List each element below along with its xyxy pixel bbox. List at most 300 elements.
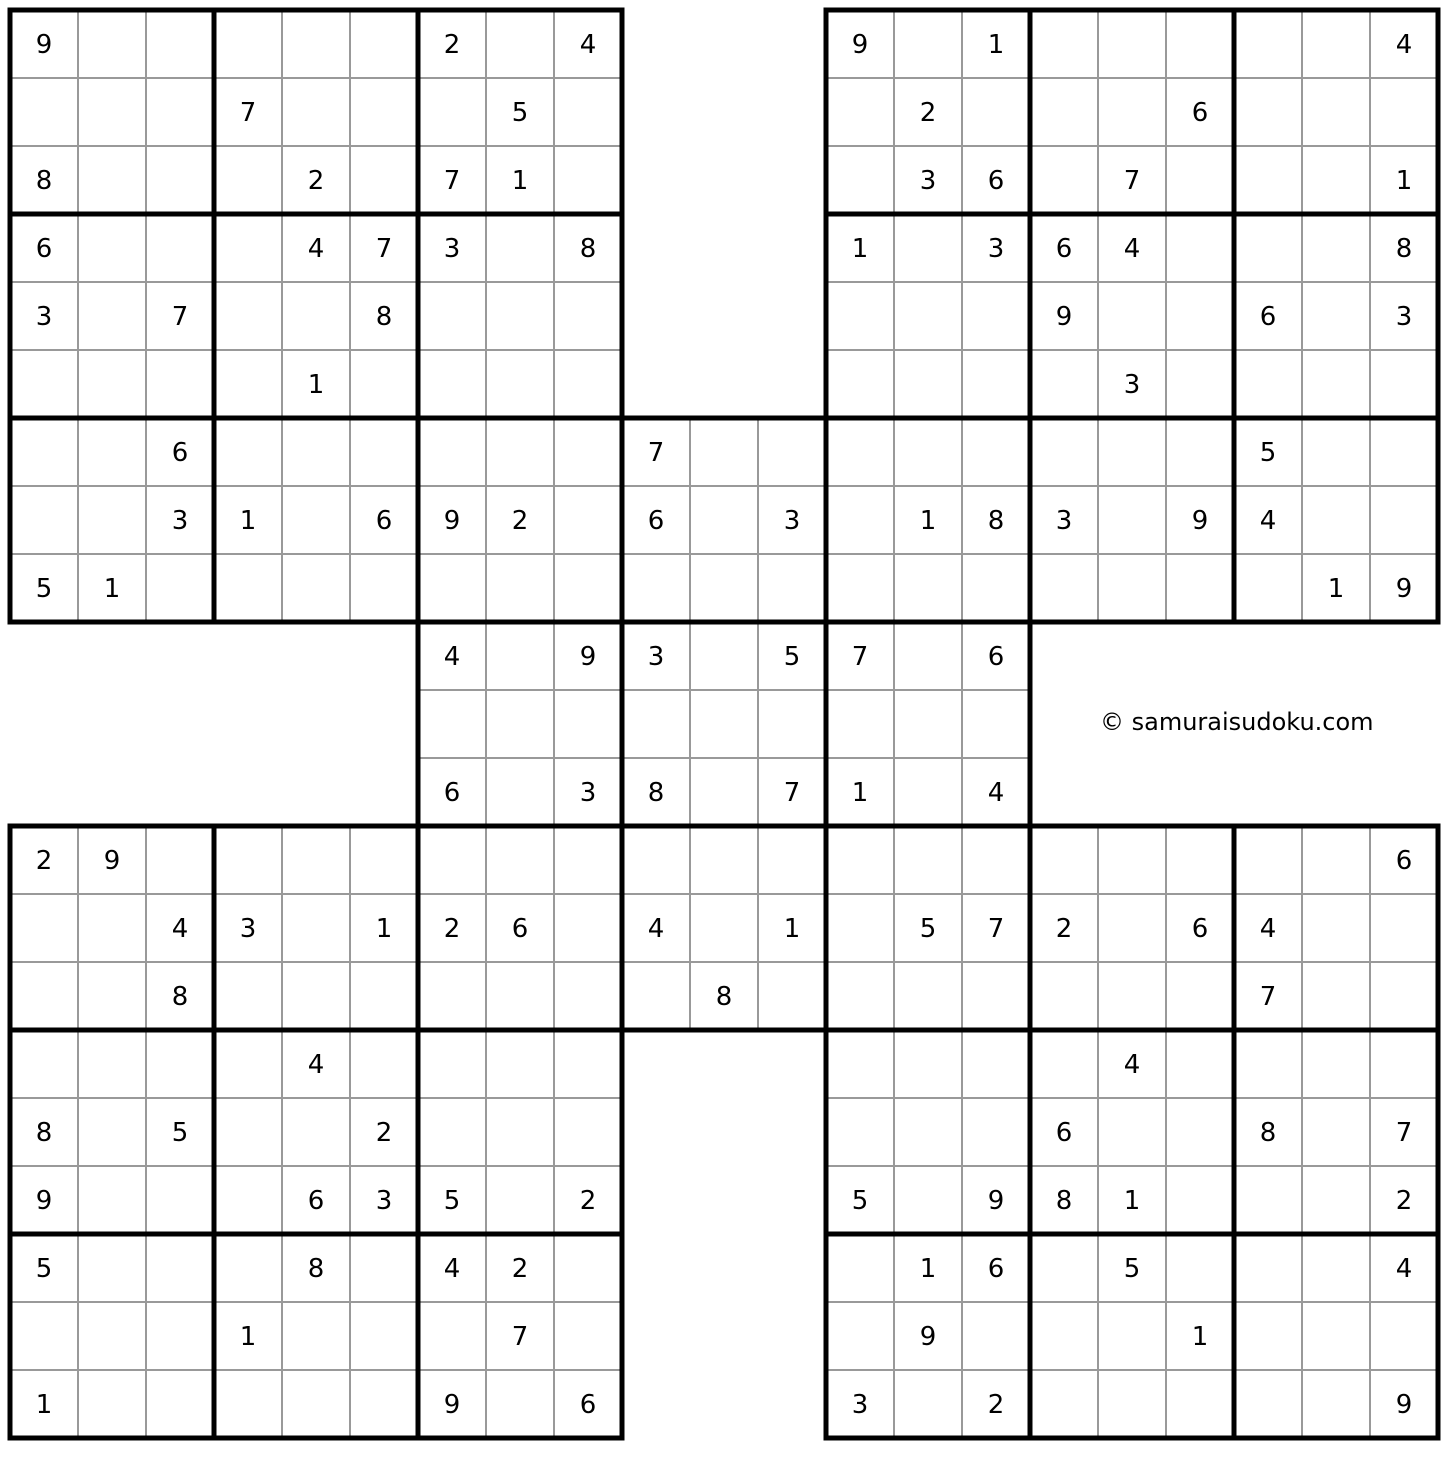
sudoku-cell[interactable] <box>690 486 758 554</box>
cell-digit: 6 <box>987 166 1005 196</box>
cell-digit: 7 <box>443 166 461 196</box>
cell-digit: 4 <box>1395 1254 1413 1284</box>
sudoku-cell[interactable] <box>1370 486 1438 554</box>
sudoku-cell[interactable] <box>1098 10 1166 78</box>
sudoku-cell[interactable] <box>350 826 418 894</box>
cell-digit: 1 <box>375 914 393 944</box>
sudoku-cell[interactable] <box>418 282 486 350</box>
sudoku-cell[interactable] <box>1302 1302 1370 1370</box>
sudoku-cell[interactable] <box>554 826 622 894</box>
sudoku-cell[interactable] <box>1234 1370 1302 1438</box>
sudoku-cell[interactable] <box>486 350 554 418</box>
sudoku-cell[interactable] <box>1030 1030 1098 1098</box>
sudoku-cell[interactable] <box>282 962 350 1030</box>
sudoku-cell[interactable] <box>1302 1030 1370 1098</box>
sudoku-cell[interactable] <box>1030 1302 1098 1370</box>
cell-digit: 5 <box>511 98 529 128</box>
sudoku-cell[interactable] <box>826 962 894 1030</box>
sudoku-cell[interactable] <box>418 554 486 622</box>
cell-digit: 6 <box>443 778 461 808</box>
sudoku-cell[interactable] <box>1030 418 1098 486</box>
sudoku-cell[interactable] <box>1234 1234 1302 1302</box>
sudoku-cell[interactable] <box>1370 894 1438 962</box>
sudoku-cell[interactable] <box>962 282 1030 350</box>
sudoku-cell[interactable] <box>962 350 1030 418</box>
sudoku-cell[interactable] <box>1166 554 1234 622</box>
sudoku-cell[interactable] <box>1302 894 1370 962</box>
sudoku-cell[interactable] <box>1370 418 1438 486</box>
sudoku-cell[interactable] <box>78 1030 146 1098</box>
sudoku-cell[interactable] <box>486 826 554 894</box>
sudoku-cell[interactable] <box>146 10 214 78</box>
sudoku-cell[interactable] <box>1030 78 1098 146</box>
sudoku-cell[interactable] <box>282 1098 350 1166</box>
sudoku-cell[interactable] <box>554 962 622 1030</box>
sudoku-cell[interactable] <box>350 1234 418 1302</box>
sudoku-cell[interactable] <box>282 10 350 78</box>
sudoku-cell[interactable] <box>962 1098 1030 1166</box>
cell-digit: 2 <box>511 506 529 536</box>
sudoku-cell[interactable] <box>486 1166 554 1234</box>
sudoku-cell[interactable] <box>1166 826 1234 894</box>
cell-digit: 8 <box>579 234 597 264</box>
sudoku-cell[interactable] <box>1370 350 1438 418</box>
sudoku-cell[interactable] <box>826 826 894 894</box>
sudoku-cell[interactable] <box>78 962 146 1030</box>
sudoku-cell[interactable] <box>1098 894 1166 962</box>
cell-digit: 1 <box>239 1322 257 1352</box>
sudoku-cell[interactable] <box>350 962 418 1030</box>
sudoku-cell[interactable] <box>554 486 622 554</box>
sudoku-cell[interactable] <box>486 1370 554 1438</box>
cell-digit: 3 <box>239 914 257 944</box>
sudoku-cell[interactable] <box>146 214 214 282</box>
cell-digit: 4 <box>987 778 1005 808</box>
sudoku-cell[interactable] <box>282 78 350 146</box>
sudoku-cell[interactable] <box>894 962 962 1030</box>
sudoku-cell[interactable] <box>78 894 146 962</box>
sudoku-cell[interactable] <box>826 78 894 146</box>
sudoku-cell[interactable] <box>1098 962 1166 1030</box>
cell-digit: 1 <box>987 30 1005 60</box>
sudoku-cell[interactable] <box>282 826 350 894</box>
cell-digit: 9 <box>1191 506 1209 536</box>
sudoku-cell[interactable] <box>78 214 146 282</box>
sudoku-cell[interactable] <box>1234 78 1302 146</box>
sudoku-cell[interactable] <box>962 1302 1030 1370</box>
sudoku-cell[interactable] <box>486 758 554 826</box>
sudoku-cell[interactable] <box>78 350 146 418</box>
sudoku-cell[interactable] <box>78 1302 146 1370</box>
sudoku-cell[interactable] <box>78 78 146 146</box>
sudoku-cell[interactable] <box>350 1370 418 1438</box>
sudoku-cell[interactable] <box>962 78 1030 146</box>
sudoku-cell[interactable] <box>350 1302 418 1370</box>
sudoku-cell[interactable] <box>554 1030 622 1098</box>
sudoku-cell[interactable] <box>10 1030 78 1098</box>
sudoku-cell[interactable] <box>1166 1098 1234 1166</box>
sudoku-cell[interactable] <box>418 690 486 758</box>
sudoku-cell[interactable] <box>214 826 282 894</box>
sudoku-cell[interactable] <box>1030 1370 1098 1438</box>
sudoku-cell[interactable] <box>146 1370 214 1438</box>
cell-digit: 9 <box>103 846 121 876</box>
sudoku-cell[interactable] <box>690 894 758 962</box>
sudoku-cell[interactable] <box>418 418 486 486</box>
sudoku-cell[interactable] <box>554 282 622 350</box>
sudoku-cell[interactable] <box>78 1370 146 1438</box>
sudoku-cell[interactable] <box>554 146 622 214</box>
sudoku-cell[interactable] <box>418 962 486 1030</box>
sudoku-cell[interactable] <box>214 1098 282 1166</box>
sudoku-cell[interactable] <box>78 1234 146 1302</box>
sudoku-cell[interactable] <box>78 1166 146 1234</box>
cell-digit: 7 <box>647 438 665 468</box>
sudoku-cell[interactable] <box>826 1234 894 1302</box>
cell-digit: 6 <box>375 506 393 536</box>
sudoku-cell[interactable] <box>622 826 690 894</box>
sudoku-cell[interactable] <box>826 486 894 554</box>
sudoku-cell[interactable] <box>962 962 1030 1030</box>
sudoku-cell[interactable] <box>826 894 894 962</box>
sudoku-cell[interactable] <box>554 554 622 622</box>
sudoku-cell[interactable] <box>146 350 214 418</box>
cell-digit: 4 <box>647 914 665 944</box>
cell-digit: 2 <box>1395 1186 1413 1216</box>
sudoku-cell[interactable] <box>10 894 78 962</box>
sudoku-cell[interactable] <box>350 78 418 146</box>
sudoku-cell[interactable] <box>214 350 282 418</box>
sudoku-cell[interactable] <box>486 554 554 622</box>
sudoku-cell[interactable] <box>214 554 282 622</box>
sudoku-cell[interactable] <box>758 418 826 486</box>
sudoku-cell[interactable] <box>1370 1030 1438 1098</box>
cell-digit: 7 <box>1395 1118 1413 1148</box>
cell-digit: 2 <box>443 30 461 60</box>
sudoku-cell[interactable] <box>214 282 282 350</box>
cell-digit: 9 <box>987 1186 1005 1216</box>
sudoku-cell[interactable] <box>418 1302 486 1370</box>
cell-digit: 6 <box>1191 98 1209 128</box>
sudoku-cell[interactable] <box>214 1166 282 1234</box>
sudoku-cell[interactable] <box>758 690 826 758</box>
cell-digit: 4 <box>1123 1050 1141 1080</box>
sudoku-cell[interactable] <box>486 1098 554 1166</box>
sudoku-cell[interactable] <box>894 214 962 282</box>
cell-digit: 6 <box>171 438 189 468</box>
sudoku-cell[interactable] <box>1166 10 1234 78</box>
sudoku-cell[interactable] <box>486 690 554 758</box>
sudoku-cell[interactable] <box>282 1370 350 1438</box>
sudoku-cell[interactable] <box>690 554 758 622</box>
sudoku-cell[interactable] <box>282 486 350 554</box>
sudoku-cell[interactable] <box>554 894 622 962</box>
sudoku-cell[interactable] <box>418 1098 486 1166</box>
sudoku-cell[interactable] <box>1098 554 1166 622</box>
sudoku-cell[interactable] <box>1030 826 1098 894</box>
copyright-text: © samuraisudoku.com <box>1100 708 1374 736</box>
sudoku-cell[interactable] <box>282 418 350 486</box>
cell-digit: 3 <box>919 166 937 196</box>
sudoku-cell[interactable] <box>1302 282 1370 350</box>
sudoku-cell[interactable] <box>962 554 1030 622</box>
sudoku-cell[interactable] <box>1166 214 1234 282</box>
sudoku-cell[interactable] <box>894 554 962 622</box>
sudoku-cell[interactable] <box>962 690 1030 758</box>
sudoku-cell[interactable] <box>1098 418 1166 486</box>
sudoku-cell[interactable] <box>78 282 146 350</box>
sudoku-cell[interactable] <box>1098 826 1166 894</box>
sudoku-cell[interactable] <box>350 418 418 486</box>
sudoku-cell[interactable] <box>826 146 894 214</box>
sudoku-cell[interactable] <box>486 10 554 78</box>
cell-digit: 4 <box>171 914 189 944</box>
cell-digit: 3 <box>987 234 1005 264</box>
sudoku-cell[interactable] <box>1234 10 1302 78</box>
sudoku-cell[interactable] <box>1302 1098 1370 1166</box>
sudoku-cell[interactable] <box>826 1302 894 1370</box>
sudoku-cell[interactable] <box>78 146 146 214</box>
cell-digit: 2 <box>987 1390 1005 1420</box>
cell-digit: 9 <box>35 30 53 60</box>
sudoku-cell[interactable] <box>282 1302 350 1370</box>
sudoku-cell[interactable] <box>1098 1098 1166 1166</box>
sudoku-cell[interactable] <box>214 146 282 214</box>
sudoku-cell[interactable] <box>894 1166 962 1234</box>
sudoku-cell[interactable] <box>554 1302 622 1370</box>
sudoku-cell[interactable] <box>350 10 418 78</box>
sudoku-cell[interactable] <box>1234 146 1302 214</box>
sudoku-cell[interactable] <box>214 1030 282 1098</box>
sudoku-cell[interactable] <box>758 554 826 622</box>
sudoku-cell[interactable] <box>1302 10 1370 78</box>
sudoku-cell[interactable] <box>1030 350 1098 418</box>
cell-digit: 7 <box>783 778 801 808</box>
sudoku-cell[interactable] <box>1030 962 1098 1030</box>
cell-digit: 8 <box>1259 1118 1277 1148</box>
sudoku-cell[interactable] <box>894 350 962 418</box>
sudoku-cell[interactable] <box>78 10 146 78</box>
sudoku-cell[interactable] <box>1166 1166 1234 1234</box>
cell-digit: 4 <box>443 642 461 672</box>
sudoku-cell[interactable] <box>962 1030 1030 1098</box>
sudoku-cell[interactable] <box>1234 214 1302 282</box>
sudoku-cell[interactable] <box>1098 282 1166 350</box>
sudoku-cell[interactable] <box>622 554 690 622</box>
sudoku-cell[interactable] <box>1302 350 1370 418</box>
sudoku-cell[interactable] <box>146 554 214 622</box>
sudoku-cell[interactable] <box>1166 146 1234 214</box>
sudoku-cell[interactable] <box>486 962 554 1030</box>
sudoku-cell[interactable] <box>214 214 282 282</box>
sudoku-cell[interactable] <box>554 690 622 758</box>
sudoku-cell[interactable] <box>554 1098 622 1166</box>
sudoku-cell[interactable] <box>350 554 418 622</box>
sudoku-cell[interactable] <box>214 962 282 1030</box>
sudoku-cell[interactable] <box>1030 10 1098 78</box>
sudoku-cell[interactable] <box>214 10 282 78</box>
sudoku-cell[interactable] <box>282 894 350 962</box>
sudoku-cell[interactable] <box>214 1370 282 1438</box>
cell-digit: 5 <box>783 642 801 672</box>
sudoku-cell[interactable] <box>1234 1302 1302 1370</box>
sudoku-cell[interactable] <box>486 214 554 282</box>
sudoku-cell[interactable] <box>1234 350 1302 418</box>
sudoku-cell[interactable] <box>962 826 1030 894</box>
sudoku-cell[interactable] <box>1234 1030 1302 1098</box>
sudoku-cell[interactable] <box>554 418 622 486</box>
sudoku-cell[interactable] <box>10 1302 78 1370</box>
sudoku-cell[interactable] <box>1370 1302 1438 1370</box>
sudoku-cell[interactable] <box>1166 1370 1234 1438</box>
sudoku-cell[interactable] <box>350 146 418 214</box>
sudoku-cell[interactable] <box>10 486 78 554</box>
cell-digit: 5 <box>171 1118 189 1148</box>
sudoku-cell[interactable] <box>758 826 826 894</box>
sudoku-cell[interactable] <box>10 78 78 146</box>
sudoku-cell[interactable] <box>690 622 758 690</box>
sudoku-cell[interactable] <box>1098 486 1166 554</box>
sudoku-cell[interactable] <box>282 282 350 350</box>
cell-digit: 8 <box>307 1254 325 1284</box>
sudoku-cell[interactable] <box>1234 826 1302 894</box>
cell-digit: 2 <box>443 914 461 944</box>
sudoku-cell[interactable] <box>894 826 962 894</box>
sudoku-cell[interactable] <box>962 418 1030 486</box>
sudoku-cell[interactable] <box>894 758 962 826</box>
sudoku-cell[interactable] <box>1166 1030 1234 1098</box>
sudoku-cell[interactable] <box>146 1234 214 1302</box>
sudoku-cell[interactable] <box>1166 1234 1234 1302</box>
sudoku-cell[interactable] <box>10 962 78 1030</box>
sudoku-cell[interactable] <box>826 282 894 350</box>
sudoku-cell[interactable] <box>894 282 962 350</box>
cell-digit: 1 <box>1327 574 1345 604</box>
sudoku-cell[interactable] <box>826 690 894 758</box>
sudoku-cell[interactable] <box>1030 1234 1098 1302</box>
sudoku-cell[interactable] <box>1234 1166 1302 1234</box>
cell-digit: 3 <box>783 506 801 536</box>
sudoku-cell[interactable] <box>1302 1166 1370 1234</box>
sudoku-cell[interactable] <box>1234 554 1302 622</box>
sudoku-cell[interactable] <box>1302 826 1370 894</box>
cell-digit: 7 <box>987 914 1005 944</box>
sudoku-cell[interactable] <box>1098 78 1166 146</box>
sudoku-cell[interactable] <box>1302 1370 1370 1438</box>
sudoku-cell[interactable] <box>1166 418 1234 486</box>
sudoku-cell[interactable] <box>894 690 962 758</box>
sudoku-cell[interactable] <box>554 350 622 418</box>
sudoku-cell[interactable] <box>1302 1234 1370 1302</box>
cell-digit: 3 <box>443 234 461 264</box>
sudoku-cell[interactable] <box>214 1234 282 1302</box>
sudoku-cell[interactable] <box>1030 146 1098 214</box>
cell-digit: 7 <box>851 642 869 672</box>
cell-digit: 6 <box>647 506 665 536</box>
sudoku-cell[interactable] <box>10 350 78 418</box>
sudoku-cell[interactable] <box>486 418 554 486</box>
sudoku-cell[interactable] <box>146 1166 214 1234</box>
sudoku-cell[interactable] <box>282 554 350 622</box>
sudoku-cell[interactable] <box>418 78 486 146</box>
sudoku-cell[interactable] <box>826 1030 894 1098</box>
sudoku-cell[interactable] <box>826 554 894 622</box>
cell-digit: 7 <box>239 98 257 128</box>
sudoku-cell[interactable] <box>1166 962 1234 1030</box>
sudoku-cell[interactable] <box>1302 214 1370 282</box>
sudoku-cell[interactable] <box>1166 282 1234 350</box>
cell-digit: 3 <box>1055 506 1073 536</box>
cell-digit: 9 <box>919 1322 937 1352</box>
sudoku-cell[interactable] <box>1370 962 1438 1030</box>
sudoku-cell[interactable] <box>1302 78 1370 146</box>
sudoku-cell[interactable] <box>214 418 282 486</box>
sudoku-cell[interactable] <box>418 350 486 418</box>
cell-digit: 2 <box>579 1186 597 1216</box>
sudoku-cell[interactable] <box>486 622 554 690</box>
sudoku-cell[interactable] <box>894 10 962 78</box>
sudoku-cell[interactable] <box>78 486 146 554</box>
sudoku-cell[interactable] <box>622 962 690 1030</box>
sudoku-cell[interactable] <box>894 1370 962 1438</box>
sudoku-cell[interactable] <box>554 1234 622 1302</box>
sudoku-cell[interactable] <box>1098 1370 1166 1438</box>
sudoku-cell[interactable] <box>418 826 486 894</box>
sudoku-cell[interactable] <box>486 1030 554 1098</box>
cell-digit: 5 <box>35 574 53 604</box>
sudoku-cell[interactable] <box>894 1030 962 1098</box>
cell-digit: 6 <box>1055 1118 1073 1148</box>
sudoku-cell[interactable] <box>486 282 554 350</box>
sudoku-cell[interactable] <box>1370 78 1438 146</box>
sudoku-cell[interactable] <box>78 1098 146 1166</box>
sudoku-cell[interactable] <box>894 418 962 486</box>
sudoku-cell[interactable] <box>894 622 962 690</box>
sudoku-cell[interactable] <box>146 146 214 214</box>
sudoku-cell[interactable] <box>350 350 418 418</box>
sudoku-cell[interactable] <box>894 1098 962 1166</box>
sudoku-cell[interactable] <box>418 1030 486 1098</box>
sudoku-cell[interactable] <box>1030 554 1098 622</box>
sudoku-cell[interactable] <box>622 690 690 758</box>
sudoku-cell[interactable] <box>78 418 146 486</box>
sudoku-cell[interactable] <box>826 350 894 418</box>
sudoku-cell[interactable] <box>690 690 758 758</box>
sudoku-cell[interactable] <box>1166 350 1234 418</box>
sudoku-cell[interactable] <box>690 826 758 894</box>
sudoku-cell[interactable] <box>758 962 826 1030</box>
sudoku-cell[interactable] <box>350 1030 418 1098</box>
sudoku-cell[interactable] <box>690 418 758 486</box>
sudoku-cell[interactable] <box>146 1030 214 1098</box>
sudoku-cell[interactable] <box>1098 1302 1166 1370</box>
sudoku-cell[interactable] <box>826 418 894 486</box>
cell-digit: 6 <box>987 1254 1005 1284</box>
sudoku-cell[interactable] <box>554 78 622 146</box>
cell-digit: 1 <box>307 370 325 400</box>
sudoku-cell[interactable] <box>1302 486 1370 554</box>
sudoku-cell[interactable] <box>146 1302 214 1370</box>
sudoku-cell[interactable] <box>1302 146 1370 214</box>
sudoku-cell[interactable] <box>146 78 214 146</box>
cell-digit: 1 <box>1123 1186 1141 1216</box>
sudoku-cell[interactable] <box>826 1098 894 1166</box>
sudoku-cell[interactable] <box>1302 962 1370 1030</box>
sudoku-cell[interactable] <box>10 418 78 486</box>
sudoku-cell[interactable] <box>1302 418 1370 486</box>
sudoku-cell[interactable] <box>690 758 758 826</box>
sudoku-cell[interactable] <box>146 826 214 894</box>
